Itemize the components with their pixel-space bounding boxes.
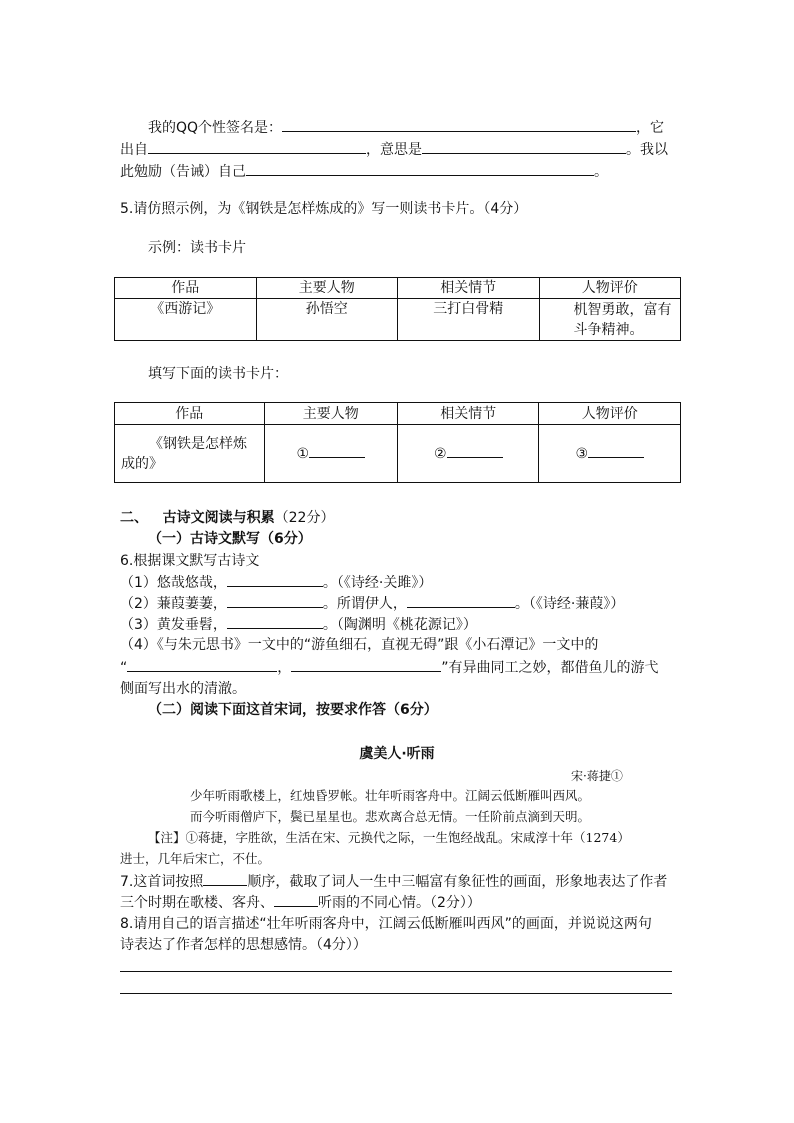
example-work: 《西游记》 <box>115 299 257 341</box>
signature-blank[interactable] <box>282 117 636 132</box>
answer-line-1[interactable] <box>120 971 672 972</box>
fill-evaluation-cell: ③ <box>539 425 681 483</box>
poem-line-2: 而今听雨僧庐下，鬓已星星也。悲欢离合总无情。一任阶前点滴到天明。 <box>190 809 591 824</box>
answer-line-2[interactable] <box>120 993 672 994</box>
meaning-blank[interactable] <box>422 139 626 154</box>
header-plot: 相关情节 <box>398 278 540 299</box>
q7-place-blank[interactable] <box>274 892 318 907</box>
question-5-prompt: 5.请仿照示例，为《钢铁是怎样炼成的》写一则读书卡片。（4分） <box>120 201 528 217</box>
q6-item-2: （2）蒹葭萋萋， 。所谓伊人， 。（《诗经·蒹葭》） <box>120 593 624 614</box>
header-work: 作品 <box>115 278 257 299</box>
poem-note-line-1: 【注】①蒋捷，字胜欲，生活在宋、元换代之际，一生饱经战乱。宋咸淳十年（1274） <box>148 830 630 845</box>
section-2-heading: 二、 古诗文阅读与积累（22分） <box>120 510 335 526</box>
subsection-1-heading: （一）古诗文默写（6分） <box>148 531 312 547</box>
example-label: 示例：读书卡片 <box>148 240 246 256</box>
q6-4a-blank[interactable] <box>127 657 277 672</box>
signature-label: 我的QQ个性签名是： <box>148 120 283 136</box>
header-character: 主要人物 <box>256 278 398 299</box>
subsection-2-heading: （二）阅读下面这首宋词，按要求作答（6分） <box>148 702 438 718</box>
motto-blank[interactable] <box>246 161 594 176</box>
q6-item-1: （1）悠哉悠哉， 。（《诗经·关雎》） <box>120 572 432 593</box>
fill-reading-card: 作品 主要人物 相关情节 人物评价 《钢铁是怎样炼 成的》 ① ② ③ <box>114 402 681 483</box>
q6-3-blank[interactable] <box>227 614 323 629</box>
q6-2a-blank[interactable] <box>227 593 323 608</box>
fill-plot-cell: ② <box>397 425 539 483</box>
poem-author: 宋·蒋捷① <box>571 769 623 783</box>
question-8-line-1: 8.请用自己的语言描述“壮年听雨客舟中，江阔云低断雁叫西风”的画面，并说说这两句 <box>120 916 652 932</box>
question-7-line-1: 7.这首词按照 顺序，截取了词人一生中三幅富有象征性的画面，形象地表达了作者 <box>120 871 667 892</box>
question-7-line-2: 三个时期在歌楼、客舟、 听雨的不同心情。（2分）） <box>120 892 481 913</box>
signature-line-2: 出自 ，意思是 。我以 <box>120 139 668 160</box>
q6-item-4-line-2: “ ， ”有异曲同工之妙，都借鱼儿的游弋 <box>120 657 659 678</box>
character-blank[interactable] <box>309 443 365 458</box>
q6-item-4-line-3: 侧面写出水的清澈。 <box>120 681 246 697</box>
question-8-line-2: 诗表达了作者怎样的思想感情。（4分）） <box>120 937 367 953</box>
example-evaluation: 机智勇敢，富有 斗争精神。 <box>539 299 681 341</box>
fill-work: 《钢铁是怎样炼 成的》 <box>115 425 265 483</box>
q7-order-blank[interactable] <box>203 871 247 886</box>
poem-note-line-2: 进士，几年后宋亡，不仕。 <box>120 851 271 866</box>
source-blank[interactable] <box>148 139 366 154</box>
q6-item-4-line-1: （4）《与朱元思书》一文中的“游鱼细石，直视无碍”跟《小石潭记》一文中的 <box>120 637 599 653</box>
poem-line-1: 少年听雨歌楼上，红烛昏罗帐。壮年听雨客舟中。江阔云低断雁叫西风。 <box>190 788 591 803</box>
fill-card-label: 填写下面的读书卡片： <box>148 366 288 382</box>
header-evaluation: 人物评价 <box>539 278 681 299</box>
example-character: 孙悟空 <box>256 299 398 341</box>
question-6-prompt: 6.根据课文默写古诗文 <box>120 553 260 569</box>
q6-item-3: （3）黄发垂髫， 。（陶渊明《桃花源记》） <box>120 614 477 635</box>
example-plot: 三打白骨精 <box>398 299 540 341</box>
fill-character-cell: ① <box>264 425 397 483</box>
example-reading-card <box>114 277 681 341</box>
evaluation-blank[interactable] <box>588 443 644 458</box>
q6-2b-blank[interactable] <box>407 593 515 608</box>
q6-4b-blank[interactable] <box>291 657 441 672</box>
poem-title: 虞美人·听雨 <box>359 746 435 762</box>
signature-line-3: 此勉励（告诫）自己 。 <box>120 161 608 182</box>
signature-line-1: 我的QQ个性签名是： ，它 <box>148 117 664 138</box>
q6-1-blank[interactable] <box>227 572 323 587</box>
plot-blank[interactable] <box>447 443 503 458</box>
